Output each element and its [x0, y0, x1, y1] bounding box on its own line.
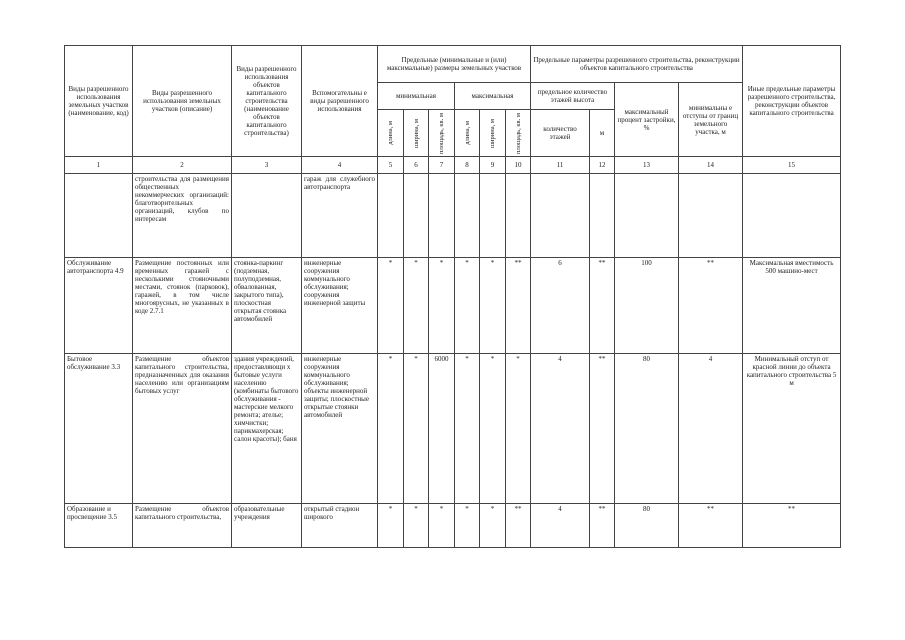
column-number: 4	[302, 157, 378, 174]
cell-value: *	[404, 354, 429, 504]
cell-capital-objects: образовательные учреждения	[232, 504, 302, 548]
cell-value: 6	[531, 258, 590, 354]
header-permitted-use-description: Виды разрешенного использования земельных участков (описание)	[133, 46, 232, 157]
cell-value	[455, 174, 480, 258]
cell-value: *	[429, 258, 455, 354]
cell-value: *	[404, 504, 429, 548]
cell-value: 100	[615, 258, 679, 354]
cell-value	[615, 174, 679, 258]
cell-use-description: Размещение объектов капитального строительства,	[133, 504, 232, 548]
column-number: 1	[65, 157, 133, 174]
column-number: 11	[531, 157, 590, 174]
column-number: 13	[615, 157, 679, 174]
header-height-limit: предельное количество этажей высота	[531, 83, 615, 110]
cell-use-code: Образование и просвещение 3.5	[65, 504, 133, 548]
table-row	[65, 258, 841, 354]
header-floors: количество этажей	[531, 110, 590, 157]
cell-value	[404, 174, 429, 258]
cell-value	[531, 174, 590, 258]
cell-value: *	[404, 258, 429, 354]
column-number: 7	[429, 157, 455, 174]
table-row	[65, 504, 841, 548]
column-number: 10	[506, 157, 531, 174]
header-minimum: минимальная	[378, 83, 455, 110]
cell-value: 6000	[429, 354, 455, 504]
cell-value	[679, 174, 743, 258]
column-number: 9	[480, 157, 506, 174]
header-meters: м	[590, 110, 615, 157]
header-max-length: длина, м	[463, 121, 471, 145]
cell-auxiliary-uses: открытый стадион широкого	[302, 504, 378, 548]
cell-value: *	[378, 354, 404, 504]
cell-value: **	[506, 504, 531, 548]
header-max-coverage: максимальный процент застройки, %	[615, 83, 679, 157]
cell-value: 80	[615, 504, 679, 548]
header-min-length: длина, м	[387, 121, 394, 145]
cell-value: **	[679, 258, 743, 354]
cell-value: *	[455, 258, 480, 354]
cell-use-code: Бытовое обслуживание 3.3	[65, 354, 133, 504]
header-land-size-limits: Предельные (минимальные и (или) максимальные) размеры земельных участков	[378, 46, 531, 83]
cell-value	[590, 174, 615, 258]
cell-use-code	[65, 174, 133, 258]
cell-value: *	[506, 354, 531, 504]
cell-other-params: **	[743, 504, 841, 548]
column-number: 15	[743, 157, 841, 174]
cell-other-params: Максимальная вместимость 500 машино-мест	[743, 258, 841, 354]
cell-value: **	[506, 258, 531, 354]
cell-value	[480, 174, 506, 258]
header-construction-params: Предельные параметры разрешенного строительства, реконструкции объектов капитального строительства	[531, 46, 743, 83]
column-number: 5	[378, 157, 404, 174]
header-other-params: Иные предельные параметры разрешенного строительства, реконструкции объектов капитального строительства	[743, 46, 841, 157]
cell-capital-objects: стоянка-паркинг (подземная, полуподземная, обвалованная, закрытого типа), плоскостная открытая стоянка автомобилей	[232, 258, 302, 354]
column-number: 14	[679, 157, 743, 174]
cell-value	[506, 174, 531, 258]
cell-capital-objects: здания учреждений, предоставляющи х бытовые услуги населению (комбинаты бытового обслуживания - мастерские мелкого ремонта; ателье; химчистки; парикмахерская; салон красоты); баня	[232, 354, 302, 504]
cell-value: 4	[679, 354, 743, 504]
header-maximum: максимальная	[455, 83, 531, 110]
cell-auxiliary-uses: инженерные сооружения коммунального обслуживания; объекты инженерной защиты; плоскостные открытые стоянки автомобилей	[302, 354, 378, 504]
cell-value: *	[480, 258, 506, 354]
header-min-setback: минимальны е отступы от границ земельного участка, м	[679, 83, 743, 157]
column-number: 6	[404, 157, 429, 174]
header-capital-objects: Виды разрешенного использования объектов капитального строительства (наименование объектов капитального строительства)	[232, 46, 302, 157]
cell-auxiliary-uses: инженерные сооружения коммунального обслуживания; сооружения инженерной защиты	[302, 258, 378, 354]
cell-use-description: строительства для размещения общественных некоммерческих организаций: благотворительных организаций, клубов по интересам	[133, 174, 232, 258]
cell-use-code: Обслуживание автотранспорта 4.9	[65, 258, 133, 354]
cell-value: *	[429, 504, 455, 548]
cell-capital-objects	[232, 174, 302, 258]
header-max-width: ширина, м	[489, 118, 496, 148]
cell-value: **	[590, 258, 615, 354]
header-min-width: ширина, м	[412, 118, 420, 148]
cell-value: *	[378, 504, 404, 548]
cell-value: *	[480, 354, 506, 504]
cell-value: *	[480, 504, 506, 548]
cell-value: *	[455, 504, 480, 548]
header-permitted-use-code: Виды разрешенного использования земельных участков (наименование, код)	[65, 46, 133, 157]
cell-value: **	[679, 504, 743, 548]
cell-use-description: Размещение постоянных или временных гаражей с несколькими стояночными местами, стоянок (парковок), гаражей, в том числе многоярусных, не указанных в коде 2.7.1	[133, 258, 232, 354]
cell-value	[429, 174, 455, 258]
cell-other-params	[743, 174, 841, 258]
cell-value: 80	[615, 354, 679, 504]
column-number: 2	[133, 157, 232, 174]
cell-use-description: Размещение объектов капитального строительства, предназначенных для оказания населению или организациям бытовых услуг	[133, 354, 232, 504]
cell-value: 4	[531, 354, 590, 504]
column-number: 12	[590, 157, 615, 174]
cell-other-params: Минимальный отступ от красной линии до объекта капитального строительства 5 м	[743, 354, 841, 504]
cell-value: 4	[531, 504, 590, 548]
column-number: 3	[232, 157, 302, 174]
column-number: 8	[455, 157, 480, 174]
header-auxiliary-uses: Вспомогательны е виды разрешенного использования	[302, 46, 378, 157]
header-max-area: площадь, кв. м	[514, 112, 522, 154]
cell-auxiliary-uses: гараж для служебного автотранспорта	[302, 174, 378, 258]
header-min-area: площадь, кв. м	[438, 112, 445, 154]
cell-value: **	[590, 504, 615, 548]
column-numbers-row	[65, 157, 841, 174]
cell-value: *	[378, 258, 404, 354]
cell-value	[378, 174, 404, 258]
table-row	[65, 354, 841, 504]
cell-value: **	[590, 354, 615, 504]
zoning-regulations-table	[64, 45, 841, 548]
cell-value: *	[455, 354, 480, 504]
table-row	[65, 174, 841, 258]
